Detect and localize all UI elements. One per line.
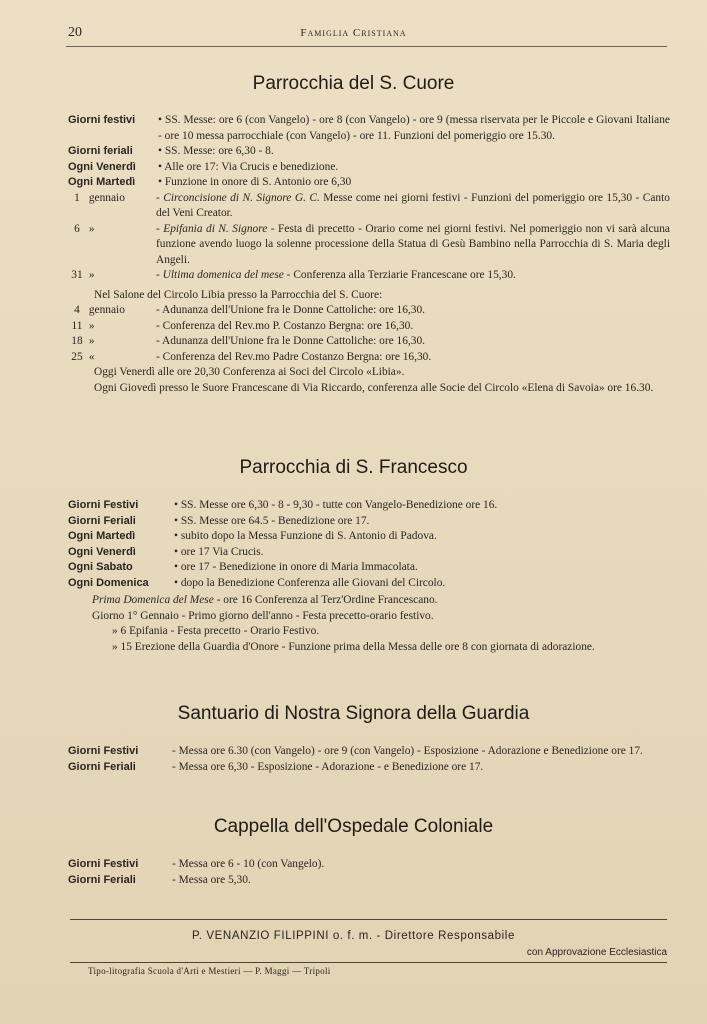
note-paragraph: Oggi Venerdì alle ore 20,30 Conferenza ai Soci del Circolo «Libia». (94, 366, 405, 378)
schedule-label: Giorni Festivi (68, 858, 139, 870)
header-rule (66, 46, 667, 47)
schedule-row (68, 514, 670, 530)
dated-row (68, 303, 670, 319)
note-paragraph: Ogni Giovedì presso le Suore Francescane di Via Riccardo, conferenza alle Socie del Circolo «Elena di Savoia» ore 16.30. (94, 381, 654, 394)
section-title-sacro-cuore: Parrocchia del S. Cuore (252, 73, 455, 94)
section-title-santuario: Santuario di Nostra Signora della Guardia (177, 703, 530, 724)
schedule-row (68, 529, 670, 545)
schedule-row (68, 545, 670, 561)
special-line: » 6 Epifania - Festa precetto - Orario Festivo. (112, 625, 320, 637)
section-title-cappella: Cappella dell'Ospedale Coloniale (213, 816, 494, 837)
schedule-row (68, 760, 670, 776)
schedule-text: • SS. Messe ore 64.5 - Benedizione ore 17. (174, 514, 370, 527)
date-cell: 11 » (71, 319, 95, 332)
schedule-row (68, 744, 670, 760)
dated-text: - Adunanza dell'Unione fra le Donne Cattoliche: ore 16,30. (156, 304, 426, 316)
schedule-label: Giorni Festivi (68, 499, 139, 511)
schedule-label: Ogni Domenica (68, 576, 149, 589)
schedule-label: Ogni Sabato (68, 561, 133, 573)
dated-text: - Conferenza del Rev.mo P. Costanzo Bergna: ore 16,30. (156, 319, 414, 332)
schedule-row (68, 144, 670, 160)
schedule-row (68, 113, 670, 144)
running-title: Famiglia Cristiana (300, 27, 407, 39)
schedule-row (68, 857, 670, 873)
schedule-text: • SS. Messe ore 6,30 - 8 - 9,30 - tutte con Vangelo-Benedizione ore 16. (174, 499, 498, 511)
schedule-row (68, 576, 670, 592)
dated-text: - Adunanza dell'Unione fra le Donne Cattoliche: ore 16,30. (156, 335, 426, 347)
dated-row (68, 191, 670, 222)
san-francesco-schedule (68, 498, 670, 655)
schedule-text: - Messa ore 6,30 - Esposizione - Adorazione - e Benedizione ore 17. (172, 760, 484, 773)
special-line: » 15 Erezione della Guardia d'Onore - Funzione prima della Messa delle ore 8 con giornata di adorazione. (112, 640, 595, 653)
date-cell: 1 gennaio (74, 191, 125, 204)
cappella-schedule (68, 857, 670, 888)
dated-text: - Circoncisione di N. Signore G. C. Messe come nei giorni festivi - Funzioni del pomeriggio ore 15,30 - Canto del Veni Creator. (156, 191, 670, 219)
schedule-label: Giorni Festivi (68, 745, 139, 757)
printer-imprint: Tipo-litografia Scuola d'Arti e Mestieri — P. Maggi — Tripoli (88, 966, 331, 976)
schedule-row (68, 175, 670, 191)
date-cell: 25 « (71, 350, 95, 363)
dated-text: - Epifania di N. Signore - Festa di precetto - Orario come nei giorni festivi. Nel pomeriggio non vi sarà alcuna funzione avendo luogo la solenne processione della Statua di Gesù Bambino nella Parrocchia di S. Maria degli Angeli. (156, 222, 670, 266)
schedule-label: Giorni Feriali (68, 760, 136, 773)
schedule-row (68, 160, 670, 176)
schedule-row (68, 560, 670, 576)
schedule-text: • SS. Messe: ore 6 (con Vangelo) - ore 8 (con Vangelo) - ore 9 (messa riservata per le Piccole e Giovani Italiane - ore 10 messa parrocchiale (con Vangelo) - ore 11. Funzioni del pomeriggio ore 15.30. (158, 114, 670, 142)
santuario-schedule (68, 744, 670, 775)
schedule-row (68, 873, 670, 889)
dated-row (68, 334, 670, 350)
schedule-label: Giorni Feriali (68, 873, 136, 886)
page-number: 20 (68, 25, 82, 40)
approval-line: con Approvazione Ecclesiastica (526, 947, 667, 958)
schedule-text: • Funzione in onore di S. Antonio ore 6,30 (158, 176, 352, 188)
schedule-text: - Messa ore 5,30. (172, 873, 251, 886)
schedule-label: Ogni Venerdì (68, 160, 136, 173)
dated-row (68, 222, 670, 269)
schedule-text: • subito dopo la Messa Funzione di S. Antonio di Padova. (174, 530, 437, 542)
schedule-row (68, 498, 670, 514)
dated-row (68, 268, 670, 284)
schedule-text: • ore 17 - Benedizione in onore di Maria Immacolata. (174, 561, 418, 573)
footer-rule-bottom (70, 962, 667, 963)
schedule-label: Giorni feriali (68, 145, 133, 157)
schedule-text: • SS. Messe: ore 6,30 - 8. (158, 145, 274, 157)
schedule-text: • ore 17 Via Crucis. (174, 545, 264, 558)
dated-text: - Conferenza del Rev.mo Padre Costanzo Bergna: ore 16,30. (156, 350, 432, 363)
date-cell: 18 » (71, 335, 95, 347)
schedule-label: Giorni festivi (68, 114, 136, 126)
schedule-text: • dopo la Benedizione Conferenza alle Giovani del Circolo. (174, 576, 446, 589)
schedule-text: • Alle ore 17: Via Crucis e benedizione. (158, 160, 339, 173)
director-line: P. VENANZIO FILIPPINI o. f. m. - Direttore Responsabile (192, 930, 515, 942)
sacro-cuore-schedule (68, 113, 670, 396)
schedule-label: Ogni Martedì (68, 530, 136, 542)
schedule-label: Giorni Feriali (68, 514, 136, 527)
schedule-text: - Messa ore 6 - 10 (con Vangelo). (172, 858, 325, 870)
schedule-text: - Messa ore 6.30 (con Vangelo) - ore 9 (con Vangelo) - Esposizione - Adorazione e Benedizione ore 17. (172, 745, 643, 757)
special-line: Giorno 1° Gennaio - Primo giorno dell'anno - Festa precetto-orario festivo. (92, 609, 434, 622)
dated-text: - Ultima domenica del mese - Conferenza alla Terziarie Francescane ore 15,30. (156, 269, 516, 281)
date-cell: 6 » (74, 222, 95, 235)
circle-intro: Nel Salone del Circolo Libia presso la Parrocchia del S. Cuore: (94, 288, 383, 301)
footer-rule-top (70, 919, 667, 920)
schedule-label: Ogni Martedì (68, 176, 136, 188)
dated-row (68, 319, 670, 335)
special-first-sunday: Prima Domenica del Mese - ore 16 Conferenza al Terz'Ordine Francescano. (92, 594, 438, 606)
section-title-san-francesco: Parrocchia di S. Francesco (239, 457, 468, 478)
date-cell: 31 » (71, 269, 95, 281)
dated-row (68, 350, 670, 366)
date-cell: 4 gennaio (74, 304, 125, 316)
schedule-label: Ogni Venerdì (68, 545, 136, 558)
